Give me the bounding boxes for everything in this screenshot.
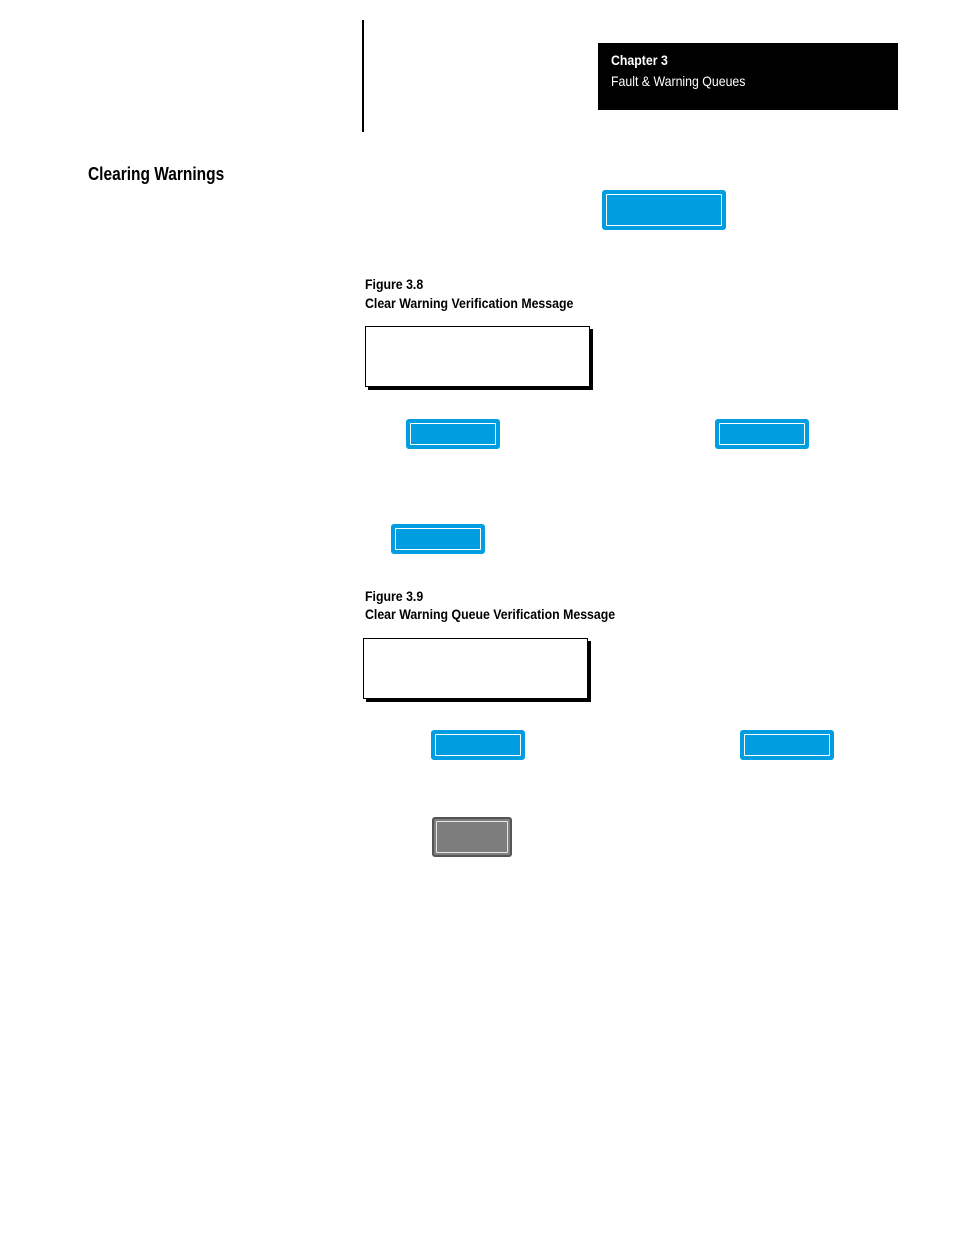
- keypad-key-large[interactable]: [602, 190, 726, 230]
- figure-3-9-title: Clear Warning Queue Verification Message: [365, 606, 616, 622]
- keypad-key-mid[interactable]: [391, 524, 485, 554]
- keypad-key-gray[interactable]: [432, 817, 512, 857]
- figure-3-8-title: Clear Warning Verification Message: [365, 295, 574, 311]
- keypad-key-right-2[interactable]: [740, 730, 834, 760]
- figure-3-8-number: Figure 3.8: [365, 276, 424, 292]
- section-heading: Clearing Warnings: [88, 164, 225, 184]
- lcd-display-clear-warning: [365, 326, 590, 387]
- margin-rule: [362, 20, 364, 132]
- chapter-header: [598, 43, 898, 110]
- keypad-key-left-2[interactable]: [431, 730, 525, 760]
- chapter-label: Chapter 3: [611, 52, 668, 68]
- keypad-key-right[interactable]: [715, 419, 809, 449]
- figure-3-9-number: Figure 3.9: [365, 588, 424, 604]
- keypad-key-left[interactable]: [406, 419, 500, 449]
- chapter-title: Fault & Warning Queues: [611, 73, 746, 89]
- lcd-display-clear-queue: [363, 638, 588, 699]
